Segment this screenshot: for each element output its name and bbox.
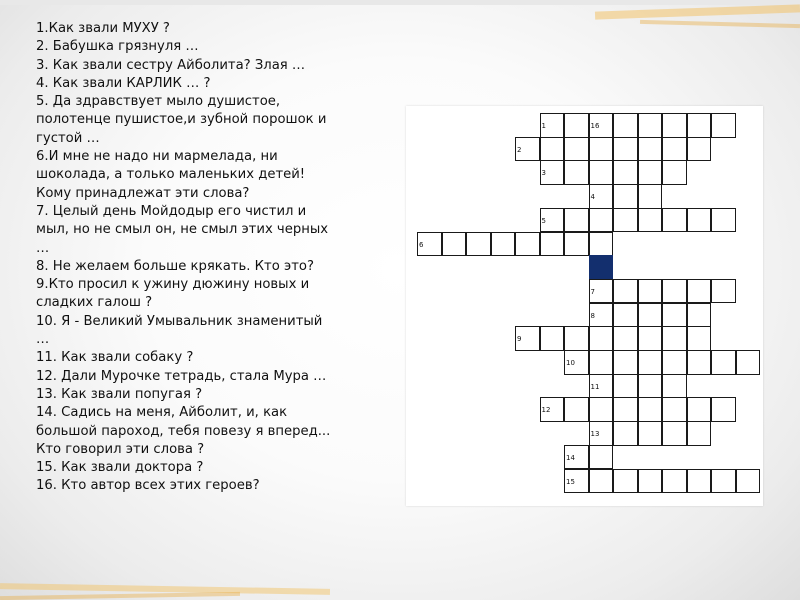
- crossword-clue-number: 10: [566, 359, 575, 367]
- clue-line: 5. Да здравствует мыло душистое,: [36, 94, 281, 110]
- crossword-cell[interactable]: [638, 374, 663, 399]
- crossword-cell[interactable]: [638, 279, 663, 304]
- crossword-cell[interactable]: [589, 208, 614, 233]
- crossword-cell[interactable]: [687, 113, 712, 138]
- crossword-cell[interactable]: [564, 445, 589, 470]
- crossword-cell[interactable]: [613, 160, 638, 185]
- crossword-cell[interactable]: [442, 232, 467, 257]
- crossword-clue-number: 14: [566, 453, 575, 462]
- clue-line: большой пароход, тебя повезу я вперед...: [36, 423, 331, 439]
- crossword-cell[interactable]: [662, 303, 687, 328]
- crossword-cell[interactable]: [662, 137, 687, 162]
- crossword-cell[interactable]: [613, 113, 638, 138]
- crossword-cell[interactable]: [613, 350, 638, 375]
- clue-line: 2. Бабушка грязнуля …: [36, 39, 199, 55]
- crossword-cell[interactable]: [589, 303, 614, 328]
- crossword-cell[interactable]: [638, 208, 663, 233]
- crossword-cell[interactable]: [466, 232, 491, 257]
- crossword-cell[interactable]: [564, 326, 589, 351]
- clue-line: 15. Как звали доктора ?: [36, 460, 204, 476]
- crossword-cell[interactable]: [662, 208, 687, 233]
- clue-line: густой …: [36, 130, 100, 146]
- crossword-cell[interactable]: [589, 113, 614, 138]
- crossword-cell[interactable]: [589, 445, 614, 470]
- crossword-cell[interactable]: [540, 326, 565, 351]
- crossword-cell[interactable]: [589, 184, 614, 209]
- crossword-cell[interactable]: [515, 232, 540, 257]
- crossword-cell[interactable]: [662, 279, 687, 304]
- crossword-cell[interactable]: [613, 469, 638, 494]
- crossword-clue-number: 12: [541, 406, 551, 415]
- crossword-cell[interactable]: [687, 469, 712, 494]
- crossword-cell[interactable]: [687, 279, 712, 304]
- crossword-cell[interactable]: [613, 326, 638, 351]
- crossword-clue-number: 7: [590, 287, 595, 296]
- crossword-cell[interactable]: [564, 397, 589, 422]
- crossword-cell[interactable]: [589, 374, 614, 399]
- clue-line: Кто говорил эти слова ?: [36, 441, 205, 457]
- crossword-cell[interactable]: [638, 160, 663, 185]
- crossword-clue-number: 8: [590, 311, 595, 320]
- clue-line: 16. Кто автор всех этих героев?: [36, 478, 260, 494]
- crossword-cell[interactable]: [515, 137, 540, 162]
- crossword-cell[interactable]: [589, 137, 614, 162]
- crossword-cell[interactable]: [711, 350, 736, 375]
- crossword-cell[interactable]: [662, 160, 687, 185]
- crossword-cell[interactable]: [564, 137, 589, 162]
- crossword-cell[interactable]: [687, 421, 712, 446]
- crossword-cell[interactable]: [638, 184, 663, 209]
- clue-line: шоколада, а только маленьких детей!: [36, 167, 306, 183]
- crossword-cell[interactable]: [638, 303, 663, 328]
- clue-line: 14. Садись на меня, Айболит, и, как: [36, 405, 288, 421]
- clue-line: Кому принадлежат эти слова?: [36, 185, 250, 201]
- crossword-cell[interactable]: [417, 232, 442, 257]
- crossword-cell[interactable]: [613, 421, 638, 446]
- crossword-cell[interactable]: [662, 469, 687, 494]
- crossword-panel: [406, 106, 763, 506]
- crossword-cell[interactable]: [540, 397, 565, 422]
- crossword-cell[interactable]: [589, 326, 614, 351]
- crossword-cell[interactable]: [564, 113, 589, 138]
- crossword-cell[interactable]: [638, 113, 663, 138]
- crossword-cell[interactable]: [662, 397, 687, 422]
- crossword-clue-number: 1: [541, 122, 546, 130]
- clue-list: [36, 20, 391, 496]
- crossword-clue-number: 15: [566, 477, 575, 486]
- crossword-cell[interactable]: [736, 350, 761, 375]
- crossword-cell[interactable]: [687, 208, 712, 233]
- crossword-cell[interactable]: [662, 374, 687, 399]
- clue-line: 13. Как звали попугая ?: [36, 386, 203, 402]
- crossword-cell[interactable]: [564, 350, 589, 375]
- crossword-cell[interactable]: [638, 469, 663, 494]
- crossword-cell[interactable]: [589, 350, 614, 375]
- crossword-cell[interactable]: [662, 326, 687, 351]
- decor-stroke-bottom-left-thin: [0, 592, 240, 600]
- crossword-cell[interactable]: [589, 397, 614, 422]
- decor-top-bar: [0, 0, 800, 5]
- crossword-cell[interactable]: [613, 137, 638, 162]
- crossword-clue-number: 5: [541, 216, 546, 225]
- crossword-cell[interactable]: [491, 232, 516, 257]
- crossword-clue-number: 13: [590, 430, 600, 439]
- crossword-cell[interactable]: [613, 397, 638, 422]
- crossword-cell[interactable]: [711, 469, 736, 494]
- crossword-cell[interactable]: [638, 137, 663, 162]
- crossword-cell[interactable]: [515, 326, 540, 351]
- clue-line: 11. Как звали собаку ?: [36, 350, 194, 366]
- clue-line: 7. Целый день Мойдодыр его чистил и: [36, 203, 307, 219]
- clue-line: полотенце пушистое,и зубной порошок и: [36, 112, 327, 128]
- crossword-cell[interactable]: [638, 326, 663, 351]
- crossword-cell[interactable]: [687, 326, 712, 351]
- crossword-cell[interactable]: [613, 303, 638, 328]
- crossword-cell[interactable]: [687, 397, 712, 422]
- crossword-cell[interactable]: [613, 184, 638, 209]
- clue-line: 10. Я - Великий Умывальник знаменитый: [36, 313, 323, 329]
- clue-line: 4. Как звали КАРЛИК … ?: [36, 75, 211, 91]
- crossword-cell[interactable]: [589, 421, 614, 446]
- crossword-clue-number: 3: [541, 169, 546, 178]
- crossword-cell[interactable]: [613, 279, 638, 304]
- decor-stroke-top-right-thin: [640, 20, 800, 28]
- clue-line: …: [36, 332, 50, 348]
- crossword-cell[interactable]: [540, 232, 565, 257]
- crossword-clue-number: 9: [517, 335, 522, 344]
- clue-line: 6.И мне не надо ни мармелада, ни: [36, 149, 278, 165]
- crossword-cell[interactable]: [564, 469, 589, 494]
- crossword-cell[interactable]: [662, 350, 687, 375]
- crossword-cell[interactable]: [638, 421, 663, 446]
- crossword-cell[interactable]: [662, 421, 687, 446]
- crossword-cell[interactable]: [613, 208, 638, 233]
- crossword-cell[interactable]: [711, 208, 736, 233]
- decor-stroke-top-right: [595, 4, 800, 19]
- crossword-cell[interactable]: [687, 137, 712, 162]
- crossword-cell[interactable]: [564, 208, 589, 233]
- crossword-cell[interactable]: [638, 350, 663, 375]
- crossword-cell-shaded: [589, 255, 614, 280]
- crossword-clue-number: 16: [590, 122, 600, 130]
- crossword-cell[interactable]: [564, 232, 589, 257]
- crossword-cell[interactable]: [687, 350, 712, 375]
- crossword-clue-number: 11: [590, 382, 600, 391]
- crossword-cell[interactable]: [540, 113, 565, 138]
- crossword-cell[interactable]: [540, 160, 565, 185]
- clue-line: 9.Кто просил к ужину дюжину новых и: [36, 277, 310, 293]
- crossword-cell[interactable]: [589, 232, 614, 257]
- crossword-clue-number: 4: [590, 193, 595, 202]
- crossword-cell[interactable]: [564, 160, 589, 185]
- clue-line: сладких галош ?: [36, 295, 153, 311]
- crossword-cell[interactable]: [589, 469, 614, 494]
- crossword-cell[interactable]: [662, 113, 687, 138]
- clue-line: 12. Дали Мурочке тетрадь, стала Мура …: [36, 368, 327, 384]
- clue-line: 8. Не желаем больше крякать. Кто это?: [36, 258, 314, 274]
- crossword-cell[interactable]: [638, 397, 663, 422]
- clue-line: …: [36, 240, 50, 256]
- crossword-cell[interactable]: [540, 208, 565, 233]
- clue-line: 1.Как звали МУХУ ?: [36, 21, 170, 36]
- crossword-cell[interactable]: [711, 113, 736, 138]
- clue-line: 3. Как звали сестру Айболита? Злая …: [36, 57, 306, 73]
- crossword-clue-number: 2: [517, 145, 522, 154]
- crossword-cell[interactable]: [540, 137, 565, 162]
- crossword-cell[interactable]: [589, 160, 614, 185]
- clue-line: мыл, но не смыл он, не смыл этих черных: [36, 222, 329, 238]
- crossword-cell[interactable]: [687, 303, 712, 328]
- crossword-cell[interactable]: [736, 469, 761, 494]
- crossword-cell[interactable]: [613, 374, 638, 399]
- crossword-cell[interactable]: [589, 279, 614, 304]
- crossword-cell[interactable]: [711, 279, 736, 304]
- crossword-clue-number: 6: [419, 240, 424, 249]
- crossword-cell[interactable]: [711, 397, 736, 422]
